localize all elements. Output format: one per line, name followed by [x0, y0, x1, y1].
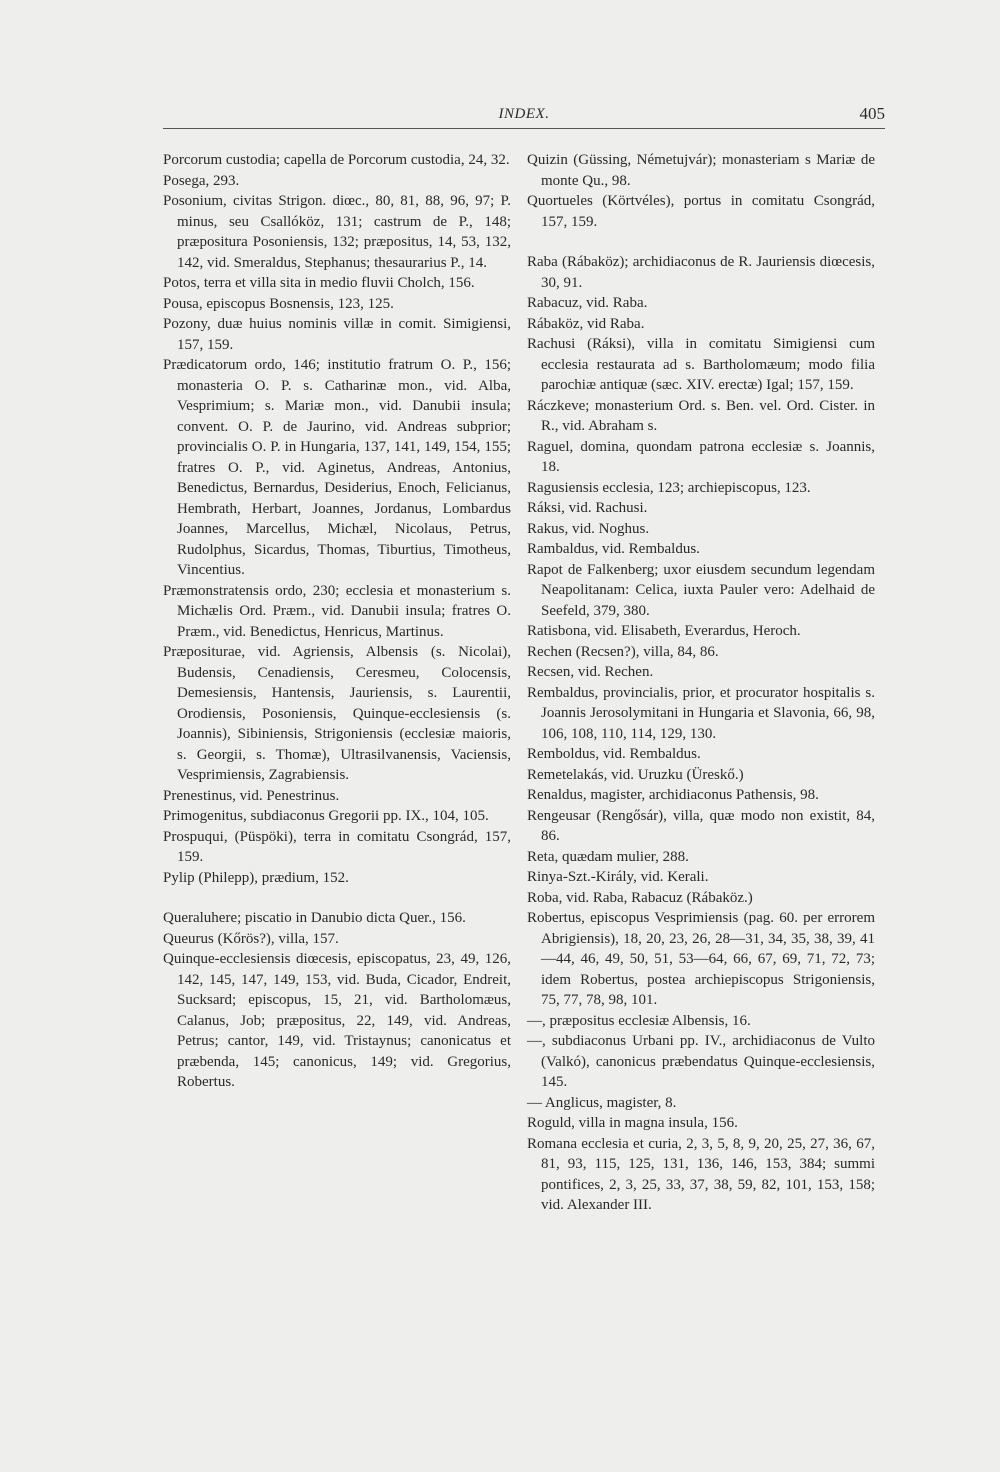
index-entry: Raba (Rábaköz); archidiaconus de R. Jauriensis diœcesis, 30, 91. — [527, 254, 875, 291]
index-entry: Queurus (Kőrös?), villa, 157. — [163, 930, 339, 947]
index-entry: Posega, 293. — [163, 172, 240, 189]
index-entry: Pousa, episcopus Bosnensis, 123, 125. — [163, 295, 394, 312]
index-entry: Primogenitus, subdiaconus Gregorii pp. IX., 104, 105. — [163, 808, 489, 824]
index-entry: Rachusi (Ráksi), villa in comitatu Simigiensi cum ecclesia restaurata ad s. Bartholomæum; modo filia parochiæ antiquæ (sæc. XIV. erectæ) Igal; 157, 159. — [527, 336, 875, 393]
index-entry: Rábaköz, vid Raba. — [527, 315, 645, 332]
page-header — [163, 104, 885, 129]
index-entry: Prospuqui, (Püspöki), terra in comitatu Csongrád, 157, 159. — [163, 828, 511, 865]
index-entry: Rabacuz, vid. Raba. — [527, 295, 648, 311]
index-entry: Ráksi, vid. Rachusi. — [527, 500, 648, 516]
index-entry: Ragusiensis ecclesia, 123; archiepiscopus, 123. — [527, 479, 811, 496]
index-entry: Roba, vid. Raba, Rabacuz (Rábaköz.) — [527, 889, 753, 906]
index-entry: —, subdiaconus Urbani pp. IV., archidiaconus de Vulto (Valkó), canonicus præbendatus Quinque-ecclesiensis, 145. — [527, 1033, 875, 1090]
index-entry: Reta, quædam mulier, 288. — [527, 848, 689, 865]
page-number: 405 — [859, 104, 885, 123]
index-entry: Rechen (Recsen?), villa, 84, 86. — [527, 643, 719, 660]
index-entry: Porcorum custodia; capella de Porcorum custodia, 24, 32. — [163, 152, 510, 168]
index-entry: Remboldus, vid. Rembaldus. — [527, 746, 701, 762]
index-entry: Rembaldus, provincialis, prior, et procurator hospitalis s. Joannis Jerosolymitani in Hungaria et Slavonia, 66, 98, 106, 108, 110, 114, 129, 130. — [527, 684, 875, 742]
index-entry: Rengeusar (Rengősár), villa, quæ modo non existit, 84, 86. — [527, 807, 875, 844]
index-entry: Ratisbona, vid. Elisabeth, Everardus, Heroch. — [527, 623, 801, 639]
index-entry: —, præpositus ecclesiæ Albensis, 16. — [527, 1012, 751, 1029]
index-entry: Romana ecclesia et curia, 2, 3, 5, 8, 9, 20, 25, 27, 36, 67, 81, 93, 115, 125, 131, 136, 146, 153, 384; summi pontifices, 2, 3, 25, 33, 37, 38, 59, 82, 101, 153, 158; vid. Alexander III. — [527, 1135, 875, 1213]
index-entry: Posonium, civitas Strigon. diœc., 80, 81, 88, 96, 97; P. minus, seu Csallóköz, 131; castrum de P., 148; præpositura Posoniensis, 132; præpositus, 14, 53, 132, 142, vid. Smeraldus, Stephanus; thesaurarius P., 14. — [163, 193, 511, 271]
index-entry: Roguld, villa in magna insula, 156. — [527, 1115, 738, 1131]
index-entry: Renaldus, magister, archidiaconus Pathensis, 98. — [527, 787, 819, 803]
index-entry: Rapot de Falkenberg; uxor eiusdem secundum legendam Neapolitanam: Celica, iuxta Pauler vero: Adelhaid de Seefeld, 379, 380. — [527, 561, 875, 619]
index-entry: Rinya-Szt.-Király, vid. Kerali. — [527, 869, 709, 885]
index-entry: Quinque-ecclesiensis diœcesis, episcopatus, 23, 49, 126, 142, 145, 147, 149, 153, vid. Buda, Cicador, Endreit, Sucksard; episcopus, 15, 21, vid. Bartholomæus, Calanus, Job; præpositus, 22, 149, vid. Andreas, Petrus; cantor, 149, vid. Tristaynus; canonicatus et præbenda, 145; canonicus, 149; vid. Gregorius, Robertus. — [163, 951, 511, 1090]
index-entry: Queraluhere; piscatio in Danubio dicta Quer., 156. — [163, 910, 466, 926]
index-entry: Prenestinus, vid. Penestrinus. — [163, 787, 340, 804]
index-entry: Remetelakás, vid. Uruzku (Üreskő.) — [527, 766, 744, 783]
index-entry: Rambaldus, vid. Rembaldus. — [527, 541, 700, 557]
index-entry: Robertus, episcopus Vesprimiensis (pag. 60. per errorem Abrigiensis), 18, 20, 23, 26, 28—31, 34, 35, 38, 39, 41—44, 46, 49, 50, 51, 53—64, 66, 67, 69, 71, 72, 73; idem Robertus, postea archiepiscopus Strigoniensis, 75, 77, 78, 98, 101. — [527, 910, 875, 1008]
index-entry: Præpositurae, vid. Agriensis, Albensis (s. Nicolai), Budensis, Cenadiensis, Ceresmeu, Colocensis, Demesiensis, Hantensis, Jauriensis, s. Laurentii, Orodiensis, Posoniensis, Quinque-ecclesiensis (s. Joannis), Sibiniensis, Strigoniensis (ecclesiæ maioris, s. Georgii, s. Thomæ), Ultrasilvanensis, Vaciensis, Vesprimiensis, Zagrabiensis. — [163, 644, 511, 783]
index-entry: Pozony, duæ huius nominis villæ in comit. Simigiensi, 157, 159. — [163, 316, 511, 353]
right-column — [527, 150, 875, 1216]
left-column — [163, 150, 511, 1093]
index-entry: Recsen, vid. Rechen. — [527, 664, 654, 680]
index-entry: — Anglicus, magister, 8. — [527, 1094, 677, 1111]
index-entry: Ráczkeve; monasterium Ord. s. Ben. vel. Ord. Cister. in R., vid. Abraham s. — [527, 397, 875, 434]
index-entry: Rakus, vid. Noghus. — [527, 520, 650, 537]
index-entry: Quortueles (Körtvéles), portus in comitatu Csongrád, 157, 159. — [527, 193, 875, 230]
index-entry: Raguel, domina, quondam patrona ecclesiæ s. Joannis, 18. — [527, 438, 875, 475]
index-entry: Prædicatorum ordo, 146; institutio fratrum O. P., 156; monasteria O. P. s. Catharinæ mon., vid. Alba, Vesprimium; s. Mariæ mon., vid. Danubii insula; convent. O. P. de Jaurino, vid. Andreas subprior; provincialis O. P. in Hungaria, 137, 141, 149, 154, 155; fratres O. P., vid. Aginetus, Andreas, Antonius, Benedictus, Bernardus, Desiderius, Enoch, Felicianus, Hembrath, Herbart, Joannes, Jordanus, Lombardus Joannes, Marcellus, Michæl, Nicolaus, Petrus, Rudolphus, Sicardus, Thomas, Tiburtius, Timotheus, Vincentius. — [163, 357, 511, 578]
section-gap — [163, 888, 511, 908]
running-title: INDEX. — [498, 106, 550, 122]
index-entry: Pylip (Philepp), prædium, 152. — [163, 869, 349, 886]
section-gap — [527, 232, 875, 252]
index-entry: Præmonstratensis ordo, 230; ecclesia et monasterium s. Michælis Ord. Præm., vid. Danubii insula; fratres O. Præm., vid. Benedictus, Henricus, Martinus. — [163, 582, 511, 640]
index-entry: Quizin (Güssing, Németujvár); monasteriam s Mariæ de monte Qu., 98. — [527, 152, 875, 189]
index-entry: Potos, terra et villa sita in medio fluvii Cholch, 156. — [163, 275, 475, 291]
